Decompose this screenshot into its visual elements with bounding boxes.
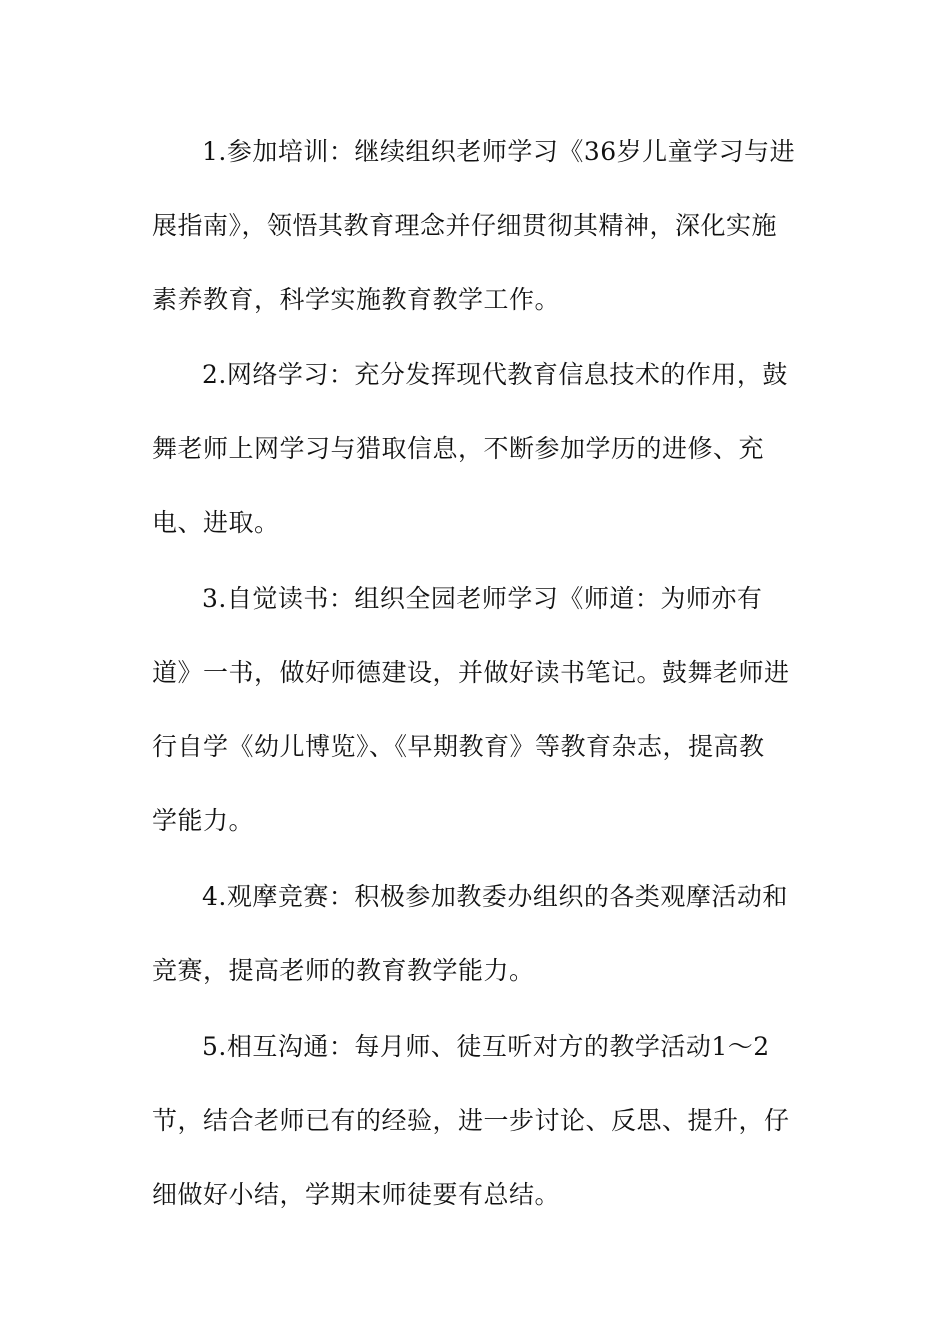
paragraph-3 [152, 562, 792, 858]
paragraph-1-line-3: 素养教育，科学实施教育教学工作。 [152, 285, 561, 314]
paragraph-1-line-1: 1.参加培训：继续组织老师学习《36岁儿童学习与进 [202, 137, 796, 166]
paragraph-2-line-2: 舞老师上网学习与猎取信息，不断参加学历的进修、充 [152, 434, 765, 463]
paragraph-3-line-2: 道》一书，做好师德建设，并做好读书笔记。鼓舞老师进 [152, 658, 790, 687]
paragraph-2 [152, 338, 792, 560]
paragraph-3-line-3: 行自学《幼儿博览》、《早期教育》等教育杂志，提高教 [152, 732, 765, 761]
paragraph-2-line-1: 2.网络学习：充分发挥现代教育信息技术的作用，鼓 [202, 360, 788, 389]
paragraph-3-line-4: 学能力。 [152, 806, 255, 835]
paragraph-5-line-3: 细做好小结，学期末师徒要有总结。 [152, 1180, 561, 1209]
paragraph-3-line-1: 3.自觉读书：组织全园老师学习《师道：为师亦有 [202, 584, 763, 613]
paragraph-1-line-2: 展指南》，领悟其教育理念并仔细贯彻其精神，深化实施 [152, 211, 778, 240]
paragraph-4-line-2: 竞赛，提高老师的教育教学能力。 [152, 956, 535, 985]
paragraph-1 [152, 115, 796, 337]
paragraph-2-line-3: 电、进取。 [152, 508, 280, 537]
paragraph-5-line-1: 5.相互沟通：每月师、徒互听对方的教学活动1～2 [202, 1032, 770, 1061]
paragraph-5-line-2: 节，结合老师已有的经验，进一步讨论、反思、提升，仔 [152, 1106, 790, 1135]
paragraph-5 [152, 1010, 792, 1232]
paragraph-4 [152, 860, 792, 1008]
paragraph-4-line-1: 4.观摩竞赛：积极参加教委办组织的各类观摩活动和 [202, 882, 788, 911]
